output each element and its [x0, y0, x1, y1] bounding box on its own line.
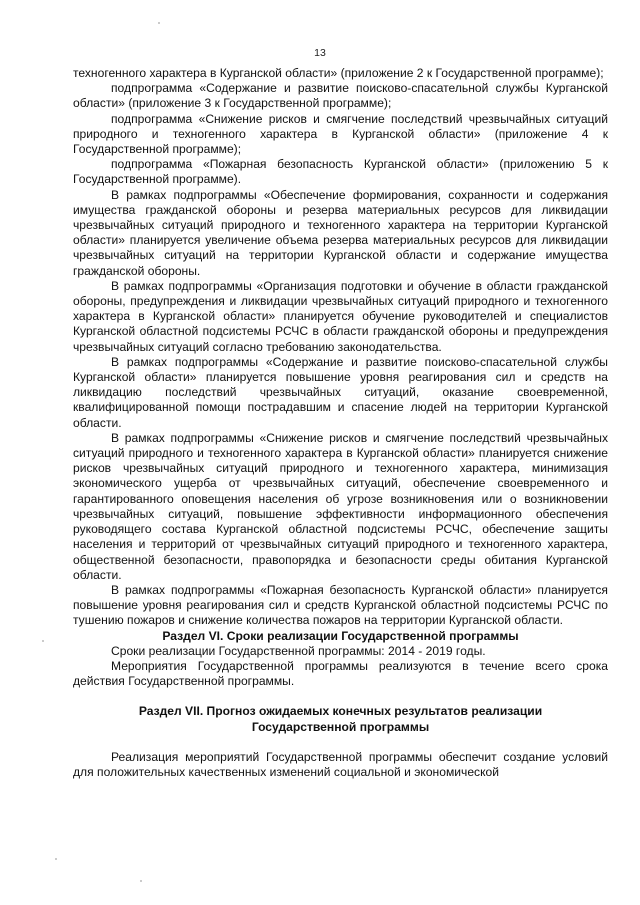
page-number: 13	[314, 47, 326, 59]
section-heading-line: Раздел VII. Прогноз ожидаемых конечных результатов реализации	[138, 704, 543, 719]
paragraph: подпрограмма «Снижение рисков и смягчение последствий чрезвычайных ситуаций природного и техногенного характера в Курганской области» (приложение 4 к Государственной программе);	[73, 111, 608, 157]
section-heading-line: Государственной программы	[251, 719, 430, 734]
paragraph: В рамках подпрограммы «Пожарная безопасность Курганской области» планируется повышение уровня реагирования сил и средств Курганской областной подсистемы РСЧС по тушению пожаров и снижение количества пожаров на территории Курганской области.	[73, 582, 608, 628]
scan-speck	[42, 640, 44, 642]
scan-speck	[140, 880, 142, 882]
paragraph: В рамках подпрограммы «Снижение рисков и смягчение последствий чрезвычайных ситуаций природного и техногенного характера в Курганской области» планируется снижение рисков чрезвычайных ситуаций природного и техногенного характера, минимизация экономического ущерба от чрезвычайных ситуаций, обеспечение своевременного и гарантированного оповещения населения об угрозе возникновения или о возникновении чрезвычайных ситуаций, повышение эффективности информационного обеспечения руководящего состава Курганской областной подсистемы РСЧС, обеспечение защиты населения и территорий от чрезвычайных ситуаций природного и техногенного характера, общественной безопасности, правопорядка и безопасности среды обитания Курганской области.	[73, 430, 608, 582]
section-heading: Раздел VI. Сроки реализации Государственной программы	[162, 628, 519, 643]
paragraph: В рамках подпрограммы «Организация подготовки и обучение в области гражданской обороны, предупреждения и ликвидации чрезвычайных ситуаций природного и техногенного характера в Курганской области» планируется обучение руководителей и специалистов Курганской областной подсистемы РСЧС в области гражданской обороны и предупреждения чрезвычайных ситуаций согласно требованию законодательства.	[73, 278, 608, 354]
paragraph: Сроки реализации Государственной программы: 2014 - 2019 годы.	[111, 643, 486, 658]
paragraph: техногенного характера в Курганской области» (приложение 2 к Государственной программе);	[73, 66, 604, 80]
scan-speck	[158, 22, 160, 24]
paragraph: подпрограмма «Пожарная безопасность Курганской области» (приложению 5 к Государственной программе).	[73, 157, 608, 187]
paragraph: подпрограмма «Содержание и развитие поисково-спасательной службы Курганской области» (приложение 3 к Государственной программе);	[73, 81, 608, 111]
paragraph: Реализация мероприятий Государственной программы обеспечит создание условий для положительных качественных изменений социальной и экономической	[73, 749, 608, 779]
paragraph: В рамках подпрограммы «Обеспечение формирования, сохранности и содержания имущества гражданской обороны и резерва материальных ресурсов для ликвидации чрезвычайных ситуаций природного и техногенного характера на территории Курганской области» планируется увеличение объема резерва материальных ресурсов для ликвидации чрезвычайных ситуаций на территории Курганской области и содержание имущества гражданской обороны.	[73, 187, 608, 278]
paragraph: В рамках подпрограммы «Содержание и развитие поисково-спасательной службы Курганской области» планируется повышение уровня реагирования сил и средств на ликвидацию последствий чрезвычайных ситуаций, оказание своевременной, квалифицированной помощи пострадавшим и спасение людей на территории Курганской области.	[73, 354, 608, 430]
scan-speck	[55, 858, 57, 860]
document-body	[73, 66, 608, 780]
paragraph: Мероприятия Государственной программы реализуются в течение всего срока действия Государственной программы.	[73, 658, 608, 689]
section-heading	[73, 704, 608, 734]
